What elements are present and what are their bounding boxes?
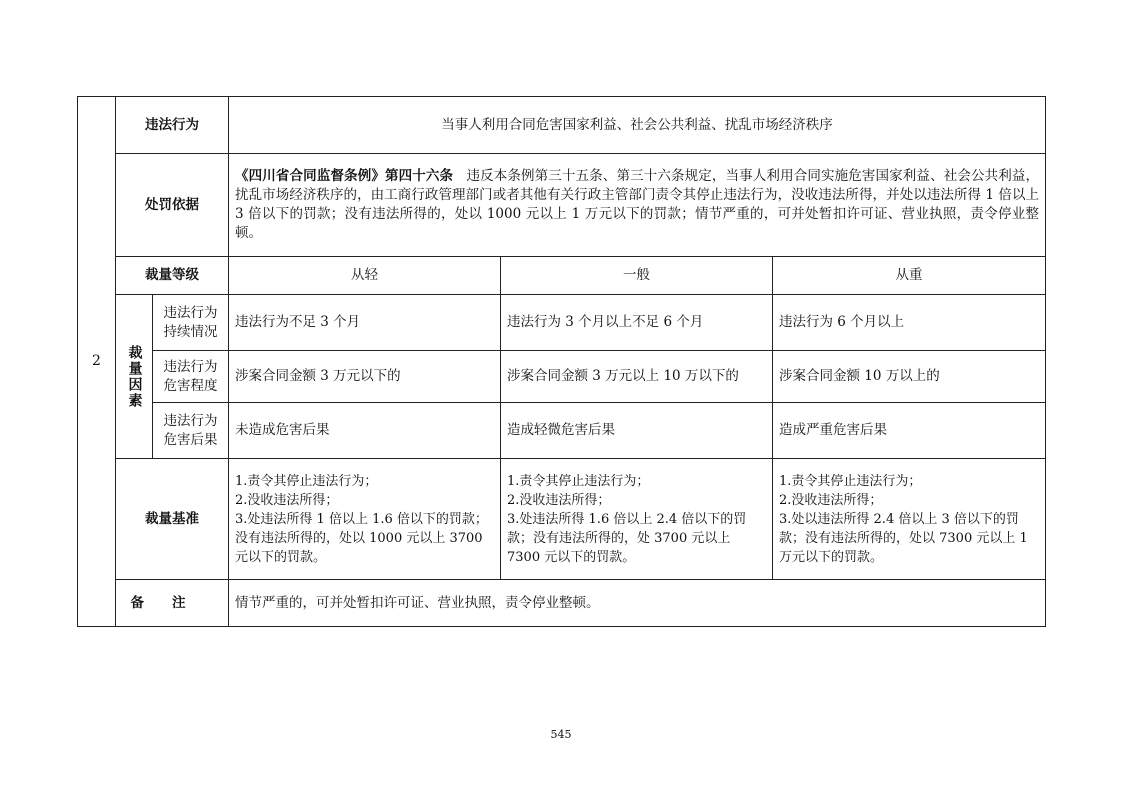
factor-light: 违法行为不足 3 个月 [229, 295, 501, 351]
factor-row-severity [78, 351, 1046, 403]
remarks-label: 备注 [116, 580, 229, 627]
factors-label: 裁量因素 [116, 295, 153, 459]
standard-heavy [773, 459, 1046, 580]
standard-light [229, 459, 501, 580]
penalty-basis-text: 违反本条例第三十五条、第三十六条规定，当事人利用合同实施危害国家利益、社会公共利益，扰乱市场经济秩序的，由工商行政管理部门或者其他有关行政主管部门责令其停止违法行为，没收违法所得，并处以违法所得 1 倍以上 3 倍以下的罚款；没有违法所得的，处以 1000 元以上 1 万元以下的罚款；情节严重的，可并处暂扣许可证、营业执照，责令停业整顿。 [235, 168, 1040, 241]
factor-name: 违法行为危害后果 [153, 403, 229, 459]
remarks-text: 情节严重的，可并处暂扣许可证、营业执照，责令停业整顿。 [229, 580, 1046, 627]
standard-line: 2.没收违法所得； [507, 492, 611, 508]
factor-name: 违法行为持续情况 [153, 295, 229, 351]
levels-row [78, 257, 1046, 295]
discretion-table [77, 96, 1046, 627]
level-heavy: 从重 [773, 257, 1046, 295]
factor-normal: 造成轻微危害后果 [501, 403, 773, 459]
levels-label: 裁量等级 [116, 257, 229, 295]
violation-row [78, 97, 1046, 154]
factor-row-consequence [78, 403, 1046, 459]
page-number: 545 [550, 728, 572, 741]
penalty-basis-label: 处罚依据 [116, 154, 229, 257]
factor-light: 涉案合同金额 3 万元以下的 [229, 351, 501, 403]
penalty-basis-law-title: 《四川省合同监督条例》第四十六条 [235, 168, 454, 184]
standard-line: 3.处以违法所得 2.4 倍以上 3 倍以下的罚款；没有违法所得的，处以 7300 元以上 1 万元以下的罚款。 [779, 511, 1028, 565]
factor-heavy: 造成严重危害后果 [773, 403, 1046, 459]
standard-line: 2.没收违法所得； [235, 492, 339, 508]
factor-heavy: 违法行为 6 个月以上 [773, 295, 1046, 351]
standard-line: 3.处违法所得 1.6 倍以上 2.4 倍以下的罚款；没有违法所得的，处 3700 元以上 7300 元以下的罚款。 [507, 511, 747, 565]
standard-line: 3.处违法所得 1 倍以上 1.6 倍以下的罚款；没有违法所得的，处以 1000 元以上 3700 元以下的罚款。 [235, 511, 488, 565]
standard-line: 1.责令其停止违法行为； [507, 473, 650, 489]
level-light: 从轻 [229, 257, 501, 295]
factor-normal: 违法行为 3 个月以上不足 6 个月 [501, 295, 773, 351]
standard-line: 1.责令其停止违法行为； [235, 473, 378, 489]
standards-row [78, 459, 1046, 580]
violation-text: 当事人利用合同危害国家利益、社会公共利益、扰乱市场经济秩序 [229, 97, 1046, 154]
penalty-basis-row [78, 154, 1046, 257]
standard-line: 1.责令其停止违法行为； [779, 473, 922, 489]
row-number: 2 [78, 97, 116, 627]
factor-row-duration [78, 295, 1046, 351]
remarks-row [78, 580, 1046, 627]
standards-label: 裁量基准 [116, 459, 229, 580]
factor-heavy: 涉案合同金额 10 万以上的 [773, 351, 1046, 403]
factor-light: 未造成危害后果 [229, 403, 501, 459]
factor-name: 违法行为危害程度 [153, 351, 229, 403]
violation-label: 违法行为 [116, 97, 229, 154]
standard-line: 2.没收违法所得； [779, 492, 883, 508]
level-normal: 一般 [501, 257, 773, 295]
factor-normal: 涉案合同金额 3 万元以上 10 万以下的 [501, 351, 773, 403]
standard-normal [501, 459, 773, 580]
penalty-basis-cell [229, 154, 1046, 257]
